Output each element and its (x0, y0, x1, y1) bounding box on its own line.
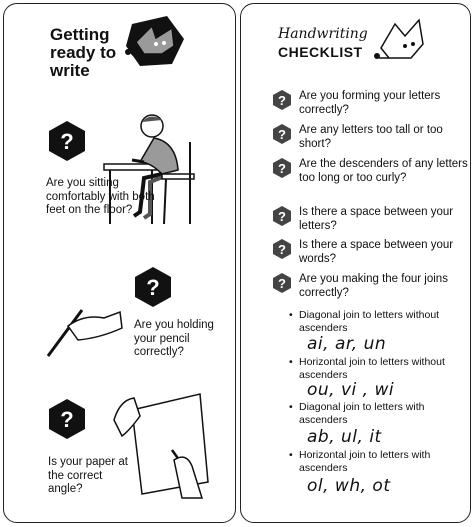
checklist-title: CHECKLIST (278, 44, 363, 60)
question-hexagon-icon (46, 398, 88, 440)
svg-text:?: ? (278, 161, 286, 176)
svg-text:?: ? (278, 93, 286, 108)
question-sitting: Are you sitting comfortably with both feet on the floor? (46, 177, 155, 216)
svg-text:?: ? (278, 276, 286, 291)
svg-text:?: ? (278, 127, 286, 142)
join-example: ai, ar, un (307, 334, 387, 354)
question-pencil: Are you holding your pencil correctly? (134, 319, 214, 358)
checklist-question-text: Is there a space between your words? (299, 239, 454, 265)
question-paper: Is your paper at the correct angle? (48, 456, 128, 495)
question-hexagon-icon (271, 238, 293, 260)
join-item (289, 449, 464, 474)
join-item (289, 401, 464, 426)
checklist-question-text: Are you forming your letters correctly? (299, 90, 441, 116)
bullet-icon: • (289, 356, 293, 368)
checklist-title-script: Handwriting (278, 26, 368, 42)
bullet-icon: • (289, 401, 293, 413)
hand-holding-pencil-illustration (44, 304, 124, 359)
svg-text:?: ? (60, 129, 74, 154)
left-title: Getting ready to write (50, 25, 117, 80)
question-hexagon-icon (271, 272, 293, 294)
join-label: Diagonal join to letters without ascenders (299, 309, 440, 334)
join-example: ab, ul, it (307, 427, 382, 447)
svg-text:?: ? (146, 275, 160, 300)
question-hexagon-icon (132, 266, 174, 308)
question-hexagon-icon (271, 157, 293, 179)
question-hexagon-icon (271, 205, 293, 227)
right-panel (240, 3, 471, 523)
bullet-icon: • (289, 309, 293, 321)
checklist-question-text: Are you making the four joins correctly? (299, 273, 448, 299)
fox-mascot-icon (371, 14, 441, 69)
question-hexagon-icon (271, 123, 293, 145)
join-label: Horizontal join to letters with ascenders (299, 449, 431, 474)
svg-text:?: ? (278, 209, 286, 224)
join-example: ou, vi , wi (307, 380, 395, 400)
question-hexagon-icon (271, 89, 293, 111)
left-panel (3, 3, 236, 523)
svg-text:?: ? (278, 242, 286, 257)
fox-mascot-icon (122, 14, 192, 69)
checklist-question-text: Are any letters too tall or too short? (299, 124, 443, 150)
bullet-icon: • (289, 449, 293, 461)
join-example: ol, wh, ot (307, 476, 391, 496)
join-label: Diagonal join to letters with ascenders (299, 401, 425, 426)
join-item (289, 356, 464, 381)
join-label: Horizontal join to letters without ascenders (299, 356, 445, 381)
join-item (289, 309, 464, 334)
question-hexagon-icon (46, 120, 88, 162)
svg-text:?: ? (60, 407, 74, 432)
checklist-question-text: Is there a space between your letters? (299, 206, 454, 232)
checklist-question-text: Are the descenders of any letters too long or too curly? (299, 158, 468, 184)
